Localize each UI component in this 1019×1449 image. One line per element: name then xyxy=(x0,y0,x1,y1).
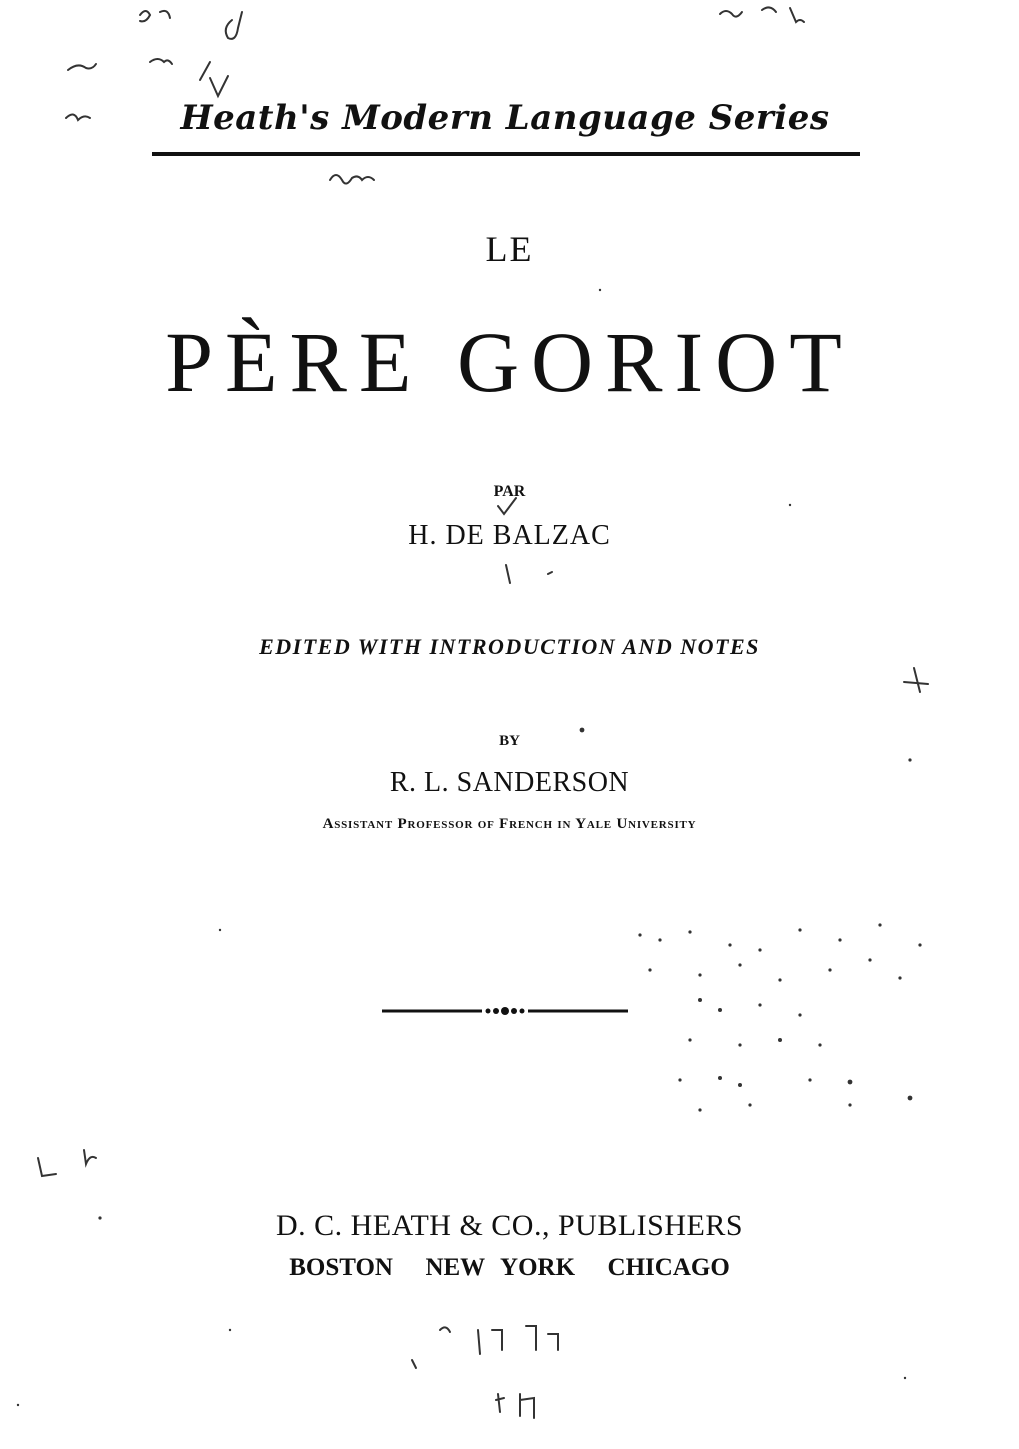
publisher-name: D. C. HEATH & CO., PUBLISHERS xyxy=(275,1209,744,1242)
editor-name: R. L. SANDERSON xyxy=(389,767,630,798)
title-article: LE xyxy=(485,229,534,269)
editor-role: Assistant Professor of French in Yale University xyxy=(322,816,697,832)
edition-note: EDITED WITH INTRODUCTION AND NOTES xyxy=(259,634,760,659)
author-prefix: PAR xyxy=(493,483,526,500)
editor-prefix: BY xyxy=(499,733,520,749)
author-name: H. DE BALZAC xyxy=(408,520,611,551)
header-rule xyxy=(152,152,860,156)
publisher-cities: BOSTON NEW YORK CHICAGO xyxy=(289,1254,730,1281)
ornament-divider xyxy=(382,1003,628,1019)
series-title: Heath's Modern Language Series xyxy=(180,98,830,138)
book-title: PÈRE GORIOT xyxy=(165,314,854,410)
